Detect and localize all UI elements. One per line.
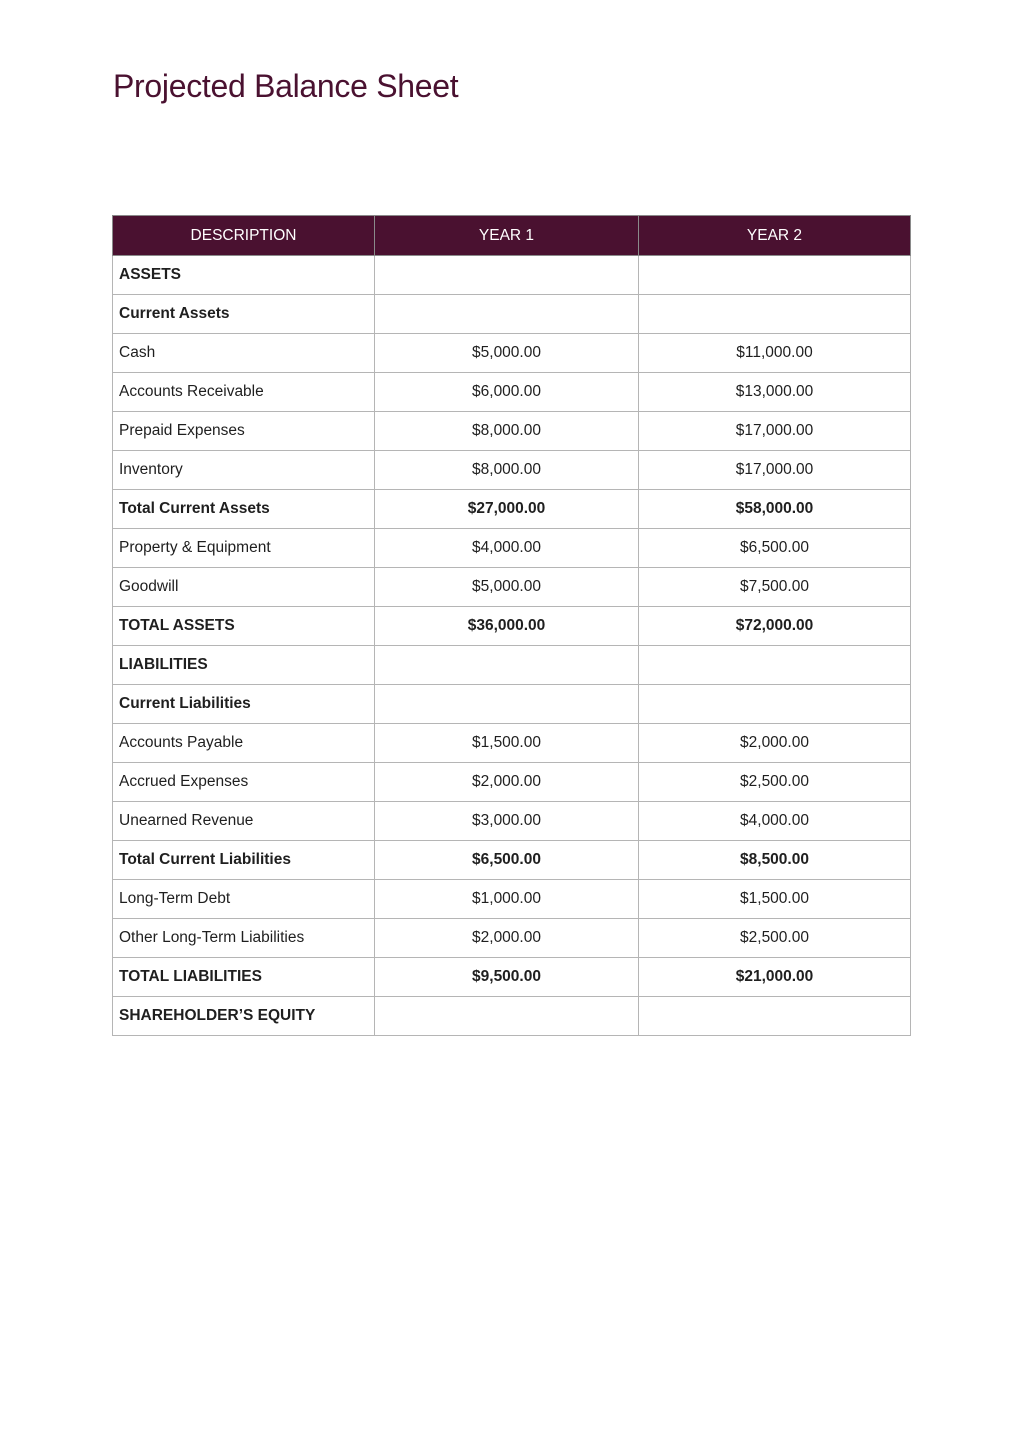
table-header-row [113,216,911,256]
table-row [113,997,911,1036]
table-row [113,919,911,958]
row-description: Other Long-Term Liabilities [113,919,375,958]
row-year-1-value [375,646,639,685]
row-year-1-value: $4,000.00 [375,529,639,568]
table-row [113,958,911,997]
row-year-2-value: $11,000.00 [639,334,911,373]
row-year-1-value: $5,000.00 [375,568,639,607]
row-year-1-value: $1,000.00 [375,880,639,919]
row-description: LIABILITIES [113,646,375,685]
row-description: Prepaid Expenses [113,412,375,451]
header-year-2: YEAR 2 [639,216,911,256]
table-row [113,451,911,490]
row-year-2-value [639,685,911,724]
table-row [113,685,911,724]
page-title: Projected Balance Sheet [113,68,459,104]
table-row [113,412,911,451]
row-year-2-value: $13,000.00 [639,373,911,412]
row-description: Inventory [113,451,375,490]
row-description: Cash [113,334,375,373]
table-row [113,256,911,295]
header-description: DESCRIPTION [113,216,375,256]
row-description: Current Liabilities [113,685,375,724]
row-year-2-value: $58,000.00 [639,490,911,529]
row-description: Property & Equipment [113,529,375,568]
row-description: Total Current Liabilities [113,841,375,880]
table-row [113,841,911,880]
row-year-2-value: $72,000.00 [639,607,911,646]
row-year-2-value: $2,500.00 [639,919,911,958]
row-description: Accrued Expenses [113,763,375,802]
row-description: TOTAL ASSETS [113,607,375,646]
row-year-1-value: $8,000.00 [375,451,639,490]
row-description: TOTAL LIABILITIES [113,958,375,997]
row-year-2-value: $7,500.00 [639,568,911,607]
row-description: Current Assets [113,295,375,334]
row-year-1-value: $9,500.00 [375,958,639,997]
row-year-2-value: $8,500.00 [639,841,911,880]
table-row [113,529,911,568]
row-year-1-value: $27,000.00 [375,490,639,529]
row-description: Long-Term Debt [113,880,375,919]
row-year-1-value [375,685,639,724]
row-year-2-value [639,646,911,685]
row-year-1-value: $5,000.00 [375,334,639,373]
row-year-1-value: $1,500.00 [375,724,639,763]
row-year-2-value: $1,500.00 [639,880,911,919]
row-year-2-value [639,997,911,1036]
row-year-1-value: $3,000.00 [375,802,639,841]
row-year-1-value [375,295,639,334]
table-row [113,880,911,919]
row-year-1-value: $8,000.00 [375,412,639,451]
row-year-1-value: $36,000.00 [375,607,639,646]
row-description: Unearned Revenue [113,802,375,841]
row-description: SHAREHOLDER’S EQUITY [113,997,375,1036]
row-year-1-value: $6,000.00 [375,373,639,412]
table-row [113,607,911,646]
table-row [113,724,911,763]
row-description: Accounts Receivable [113,373,375,412]
table-row [113,802,911,841]
row-description: Goodwill [113,568,375,607]
header-year-1: YEAR 1 [375,216,639,256]
row-year-2-value: $6,500.00 [639,529,911,568]
row-description: Accounts Payable [113,724,375,763]
row-description: Total Current Assets [113,490,375,529]
table-row [113,646,911,685]
row-year-2-value: $2,000.00 [639,724,911,763]
table-row [113,490,911,529]
table-body [113,256,911,1036]
row-year-1-value: $2,000.00 [375,763,639,802]
table-row [113,568,911,607]
table-row [113,763,911,802]
row-year-2-value: $4,000.00 [639,802,911,841]
row-year-2-value: $17,000.00 [639,412,911,451]
table-row [113,373,911,412]
row-year-2-value: $17,000.00 [639,451,911,490]
row-year-2-value [639,256,911,295]
row-description: ASSETS [113,256,375,295]
row-year-2-value: $21,000.00 [639,958,911,997]
row-year-1-value [375,997,639,1036]
table-row [113,295,911,334]
row-year-1-value [375,256,639,295]
row-year-1-value: $6,500.00 [375,841,639,880]
row-year-2-value [639,295,911,334]
row-year-1-value: $2,000.00 [375,919,639,958]
row-year-2-value: $2,500.00 [639,763,911,802]
table-row [113,334,911,373]
balance-sheet-table [112,215,911,1036]
